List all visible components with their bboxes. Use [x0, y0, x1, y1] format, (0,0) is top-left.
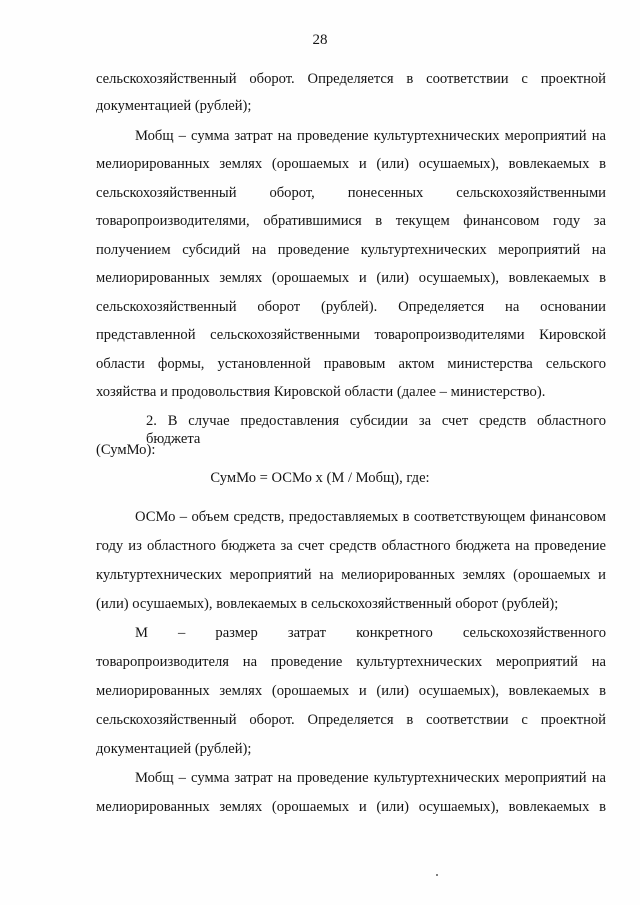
text-line: (СумМо): [96, 442, 156, 458]
text-line: товаропроизводителя на проведение культуртехнических мероприятий на [96, 654, 606, 670]
text-line: документацией (рублей); [96, 98, 252, 114]
text-line: 2. В случае предоставления субсидии за счет средств областного бюджета [146, 413, 606, 447]
text-line: (или) осушаемых), вовлекаемых в сельскохозяйственный оборот (рублей); [96, 596, 559, 612]
text-line: сельскохозяйственный оборот. Определяется в соответствии с проектной [96, 712, 606, 728]
text-line: хозяйства и продовольствия Кировской области (далее – министерство). [96, 384, 546, 400]
text-line: ОСМо – объем средств, предоставляемых в соответствующем финансовом [135, 509, 606, 525]
text-line: сельскохозяйственный оборот (рублей). Определяется на основании [96, 299, 606, 315]
text-line: Мобщ – сумма затрат на проведение культуртехнических мероприятий на [135, 128, 606, 144]
text-line: мелиорированных землях (орошаемых и (или) осушаемых), вовлекаемых в [96, 683, 606, 699]
scan-speck [436, 874, 438, 876]
text-line: М – размер затрат конкретного сельскохозяйственного [135, 625, 606, 641]
text-line: документацией (рублей); [96, 741, 252, 757]
text-line: мелиорированных землях (орошаемых и (или) осушаемых), вовлекаемых в [96, 799, 606, 815]
text-line: представленной сельскохозяйственными товаропроизводителями Кировской [96, 327, 606, 343]
text-line: году из областного бюджета за счет средств областного бюджета на проведение [96, 538, 606, 554]
text-line: культуртехнических мероприятий на мелиорированных землях (орошаемых и [96, 567, 606, 583]
text-line: сельскохозяйственный оборот, понесенных сельскохозяйственными [96, 185, 606, 201]
formula: СумМо = ОСМо х (М / Мобщ), где: [210, 470, 430, 486]
text-line: мелиорированных землях (орошаемых и (или) осушаемых), вовлекаемых в [96, 270, 606, 286]
page-number: 28 [312, 32, 328, 48]
text-line: товаропроизводителями, обратившимися в текущем финансовом году за [96, 213, 606, 229]
text-line: получением субсидий на проведение культуртехнических мероприятий на [96, 242, 606, 258]
text-line: Мобщ – сумма затрат на проведение культуртехнических мероприятий на [135, 770, 606, 786]
text-line: сельскохозяйственный оборот. Определяется в соответствии с проектной [96, 71, 606, 87]
text-line: области формы, установленной правовым актом министерства сельского [96, 356, 606, 372]
text-line: мелиорированных землях (орошаемых и (или) осушаемых), вовлекаемых в [96, 156, 606, 172]
